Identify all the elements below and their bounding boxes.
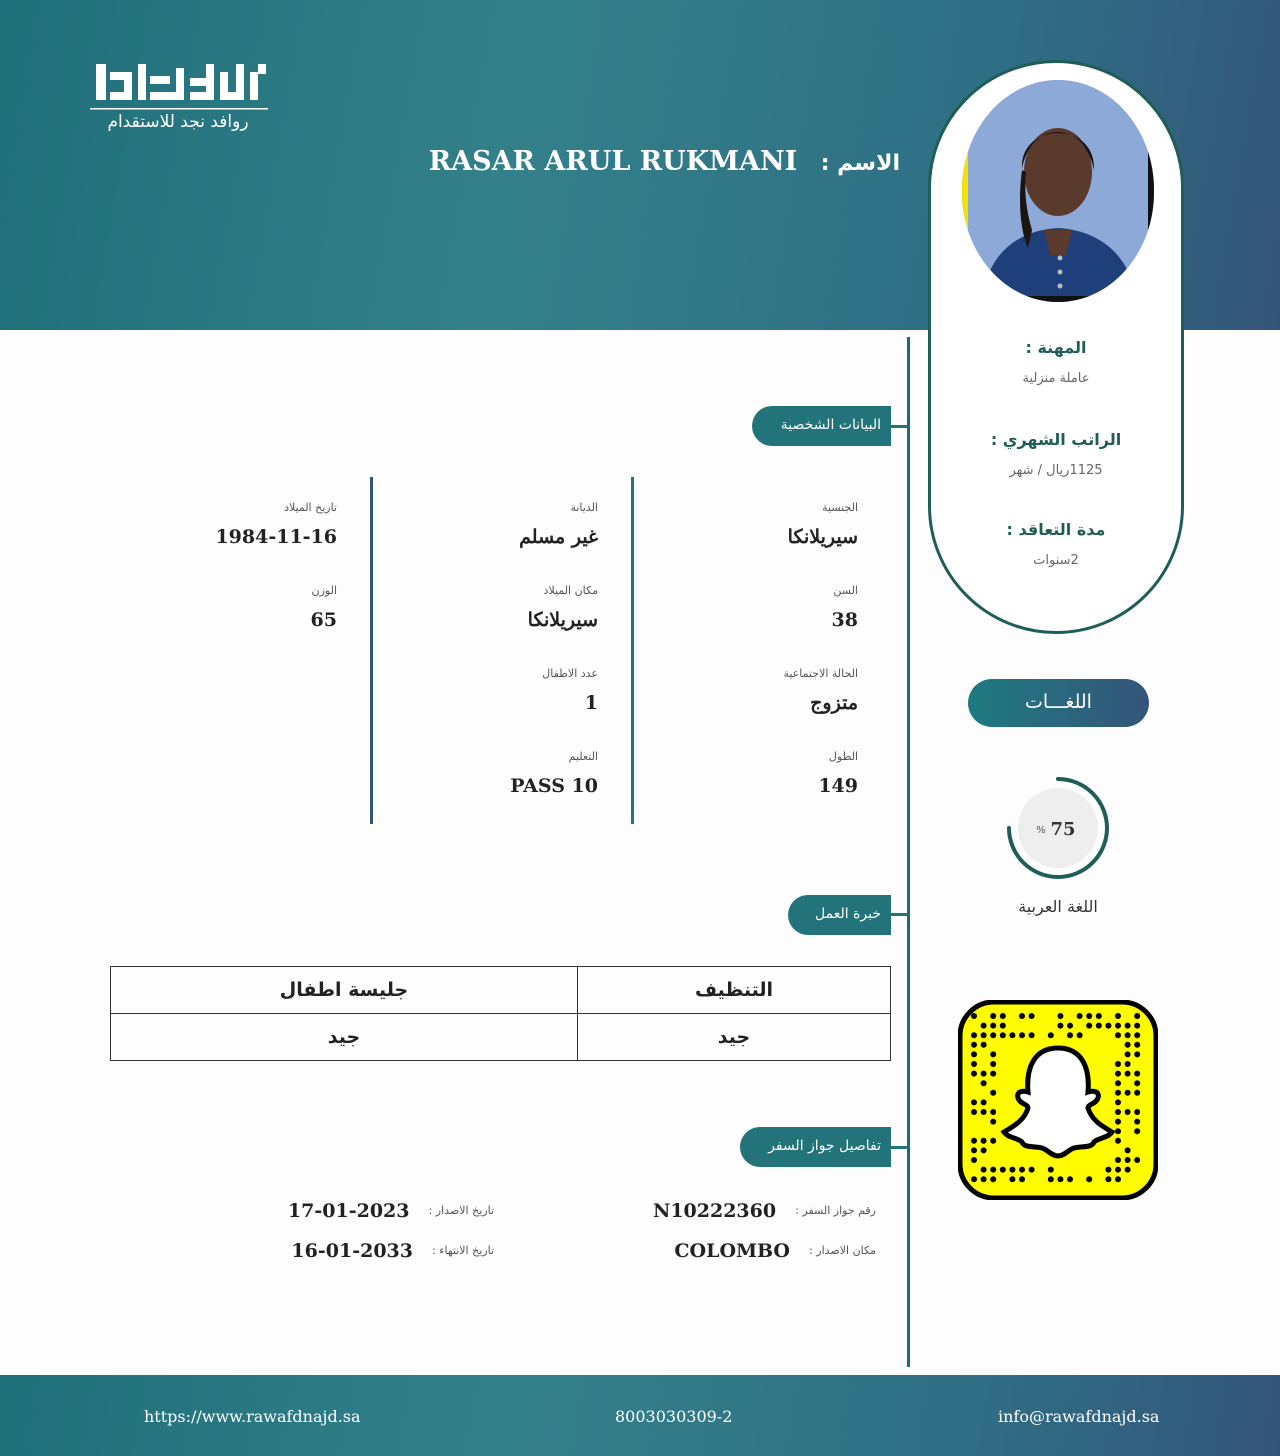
snapcode-dot <box>990 1071 996 1077</box>
education-value: PASS 10 <box>510 775 598 797</box>
birthdate-field <box>137 501 337 548</box>
snapcode-dot <box>1134 1023 1140 1029</box>
snapcode-dot <box>1115 1119 1121 1125</box>
candidate-photo <box>962 80 1154 302</box>
snapcode-dot <box>1125 1042 1131 1048</box>
snapcode-dot <box>981 1023 987 1029</box>
snapcode-dot <box>1019 1032 1025 1038</box>
snapcode-dot <box>1096 1013 1102 1019</box>
snapcode-dot <box>1125 1051 1131 1057</box>
candidate-name: RASAR ARUL RUKMANI <box>428 146 798 177</box>
snapcode-dot <box>1019 1013 1025 1019</box>
snapcode-dot <box>1048 1032 1054 1038</box>
snapcode-dot <box>1115 1138 1121 1144</box>
salary-label: الراتب الشهري : <box>990 430 1122 449</box>
snapcode-dot <box>1000 1013 1006 1019</box>
snapcode-dot <box>981 1080 987 1086</box>
contract-item <box>928 520 1184 568</box>
snapcode-dot <box>981 1176 987 1182</box>
snapcode-dot <box>1125 1071 1131 1077</box>
religion-label: الديانة <box>570 501 598 514</box>
snapcode-dot <box>990 1023 996 1029</box>
height-value: 149 <box>818 775 858 797</box>
snapcode-dot <box>1029 1032 1035 1038</box>
profession-label: المهنة : <box>1025 338 1087 357</box>
snapcode-dot <box>971 1042 977 1048</box>
snapcode-dot <box>1000 1032 1006 1038</box>
weight-value: 65 <box>310 609 337 631</box>
contract-label: مدة التعاقد : <box>1006 520 1106 539</box>
snapcode-dot <box>981 1071 987 1077</box>
nationality-field <box>658 501 858 548</box>
issue-date-value: 2023-01-17 <box>287 1200 410 1222</box>
children-field <box>398 667 598 714</box>
birthdate-label: تاريخ الميلاد <box>284 501 337 514</box>
snapcode-dot <box>981 1042 987 1048</box>
snapcode-dot <box>990 1138 996 1144</box>
snapcode-dot <box>990 1061 996 1067</box>
weight-field <box>137 584 337 631</box>
language-percent: 75 <box>1050 819 1076 840</box>
snapcode-dot <box>971 1109 977 1115</box>
snapcode-dot <box>981 1167 987 1173</box>
snapcode-dot <box>1115 1071 1121 1077</box>
snapcode-dot <box>971 1013 977 1019</box>
snapcode-dot <box>981 1109 987 1115</box>
salary-value: 1125ريال / شهر <box>1009 463 1103 478</box>
candidate-name-row <box>429 146 900 177</box>
email-link[interactable]: info@rawafdnajd.sa <box>998 1407 1160 1426</box>
weight-label: الوزن <box>311 584 337 597</box>
passport-number-label: رقم جواز السفر : <box>795 1204 876 1217</box>
snapcode-dot <box>971 1071 977 1077</box>
snapcode-dot <box>971 1138 977 1144</box>
snapcode-dot <box>1019 1167 1025 1173</box>
snapcode-dot <box>1067 1176 1073 1182</box>
snapcode-dot <box>1134 1042 1140 1048</box>
snapcode-dot <box>1115 1176 1121 1182</box>
snapcode-dot <box>1048 1167 1054 1173</box>
snapcode-dot <box>1115 1080 1121 1086</box>
marital-status-field <box>658 667 858 714</box>
footer-bar <box>0 1375 1280 1456</box>
issue-place-label: مكان الاصدار : <box>809 1244 876 1257</box>
section-personal-data: البيانات الشخصية <box>752 406 891 446</box>
snapcode-dot <box>971 1147 977 1153</box>
section-passport-details: تفاصيل جواز السفر <box>740 1127 891 1167</box>
snapcode-dot <box>1009 1032 1015 1038</box>
company-logo-caption: روافد نجد للاستقدام <box>107 112 249 132</box>
children-label: عدد الاطفال <box>542 667 598 680</box>
education-label: التعليم <box>568 750 598 763</box>
website-link[interactable]: https://www.rawafdnajd.sa <box>144 1407 361 1426</box>
timeline-divider <box>907 337 910 1367</box>
issue-date-label: تاريخ الاصدار : <box>428 1204 494 1217</box>
snapcode-dot <box>1115 1032 1121 1038</box>
snapcode-dot <box>1067 1023 1073 1029</box>
expiry-date-row <box>291 1240 494 1262</box>
snapcode-qr[interactable] <box>958 1000 1158 1200</box>
religion-field <box>398 501 598 548</box>
snapcode-dot <box>1125 1061 1131 1067</box>
snapcode-dot <box>1125 1147 1131 1153</box>
snapcode-dot <box>1115 1128 1121 1134</box>
column-divider <box>631 477 634 824</box>
table-header-cell: جليسة اطفال <box>111 967 578 1014</box>
issue-place-value: COLOMBO <box>674 1240 790 1262</box>
snapcode-dot <box>1009 1176 1015 1182</box>
nationality-label: الجنسية <box>822 501 858 514</box>
snapcode-dot <box>1086 1013 1092 1019</box>
snapcode-dot <box>1125 1032 1131 1038</box>
salary-item <box>928 430 1184 478</box>
snapcode-dot <box>1105 1176 1111 1182</box>
arabic-language-gauge <box>1005 775 1111 881</box>
snapcode-dot <box>1048 1176 1054 1182</box>
marital-status-value: متزوج <box>810 692 858 714</box>
snapcode-dot <box>1115 1090 1121 1096</box>
section-work-experience: خبرة العمل <box>788 895 891 935</box>
snapcode-dot <box>990 1109 996 1115</box>
snapcode-dot <box>1000 1167 1006 1173</box>
table-cell: جيد <box>578 1014 891 1061</box>
snapcode-dot <box>990 1032 996 1038</box>
language-name: اللغة العربية <box>1018 897 1098 916</box>
snapcode-dot <box>1086 1176 1092 1182</box>
snapcode-dot <box>1115 1013 1121 1019</box>
section-connector <box>891 425 908 428</box>
snapcode-dot <box>1134 1080 1140 1086</box>
age-value: 38 <box>831 609 858 631</box>
snapcode-dot <box>1115 1099 1121 1105</box>
snapcode-dot <box>1077 1013 1083 1019</box>
height-label: الطول <box>828 750 858 763</box>
snapcode-dot <box>1096 1023 1102 1029</box>
percent-sign: % <box>1036 825 1046 836</box>
snapcode-dot <box>1057 1013 1063 1019</box>
snapcode-dot <box>1134 1109 1140 1115</box>
issue-place-row <box>674 1240 876 1262</box>
snapcode-dot <box>1105 1167 1111 1173</box>
snapcode-dot <box>981 1147 987 1153</box>
snapcode-dot <box>1077 1032 1083 1038</box>
snapcode-dot <box>1057 1023 1063 1029</box>
snapcode-dot <box>971 1032 977 1038</box>
snapcode-dot <box>981 1099 987 1105</box>
nationality-value: سيريلانكا <box>787 526 858 548</box>
age-label: السن <box>833 584 858 597</box>
snapcode-dot <box>1009 1167 1015 1173</box>
snapcode-dot <box>1134 1119 1140 1125</box>
expiry-date-label: تاريخ الانتهاء : <box>432 1244 494 1257</box>
snapcode-dot <box>1115 1157 1121 1163</box>
height-field <box>658 750 858 797</box>
snapcode-dot <box>1115 1109 1121 1115</box>
snapcode-dot <box>981 1032 987 1038</box>
snapcode-dot <box>1125 1167 1131 1173</box>
birthplace-field <box>398 584 598 631</box>
snapcode-dot <box>1019 1176 1025 1182</box>
birthplace-label: مكان الميلاد <box>543 584 598 597</box>
languages-title: اللغـــات <box>968 679 1149 727</box>
profession-value: عاملة منزلية <box>1022 371 1090 386</box>
snapcode-dot <box>1134 1071 1140 1077</box>
snapcode-dot <box>1029 1013 1035 1019</box>
snapcode-dot <box>1000 1023 1006 1029</box>
snapcode-dot <box>971 1176 977 1182</box>
children-value: 1 <box>584 692 598 714</box>
snapcode-dot <box>990 1167 996 1173</box>
snapcode-dot <box>990 1051 996 1057</box>
snapcode-dot <box>1115 1023 1121 1029</box>
birthdate-value: 1984-11-16 <box>215 526 337 548</box>
snapcode-dot <box>1115 1061 1121 1067</box>
snapcode-dot <box>1125 1109 1131 1115</box>
snapcode-dot <box>971 1157 977 1163</box>
birthplace-value: سيريلانكا <box>527 609 598 631</box>
snapcode-dot <box>1134 1013 1140 1019</box>
snapcode-dot <box>1134 1128 1140 1134</box>
snapcode-dot <box>1125 1090 1131 1096</box>
marital-status-label: الحالة الاجتماعية <box>783 667 858 680</box>
snapcode-dot <box>1134 1090 1140 1096</box>
table-row <box>111 1014 891 1061</box>
snapcode-dot <box>990 1013 996 1019</box>
snapcode-dot <box>990 1119 996 1125</box>
expiry-date-value: 2033-01-16 <box>291 1240 413 1262</box>
snapcode-dot <box>1134 1032 1140 1038</box>
passport-number-value: N10222360 <box>652 1200 777 1222</box>
table-row <box>111 967 891 1014</box>
religion-value: غير مسلم <box>519 526 598 548</box>
education-field <box>398 750 598 797</box>
snapcode-dot <box>971 1099 977 1105</box>
snapcode-dot <box>990 1176 996 1182</box>
snapcode-dot <box>1029 1167 1035 1173</box>
snapcode-dot <box>1105 1023 1111 1029</box>
snapcode-dot <box>981 1138 987 1144</box>
name-label: الاسم : <box>820 151 900 176</box>
snapcode-dot <box>1134 1157 1140 1163</box>
contract-value: 2سنوات <box>1033 553 1079 568</box>
snapcode-dot <box>1115 1167 1121 1173</box>
issue-date-row <box>288 1200 494 1222</box>
table-cell: جيد <box>111 1014 578 1061</box>
section-connector <box>891 1146 908 1149</box>
snapcode-dot <box>971 1061 977 1067</box>
table-header-cell: التنظيف <box>578 967 891 1014</box>
snapcode-dot <box>990 1090 996 1096</box>
snapcode-dot <box>1125 1157 1131 1163</box>
experience-table <box>110 966 891 1061</box>
snapcode-dot <box>1086 1023 1092 1029</box>
phone-number[interactable]: 8003030309-2 <box>615 1407 733 1426</box>
snapcode-dot <box>971 1051 977 1057</box>
section-connector <box>891 913 908 916</box>
snapcode-dot <box>1134 1051 1140 1057</box>
snapcode-dot <box>1067 1032 1073 1038</box>
age-field <box>658 584 858 631</box>
passport-number-row <box>653 1200 876 1222</box>
profession-item <box>928 338 1184 386</box>
column-divider <box>370 477 373 824</box>
snapcode-dot <box>1057 1176 1063 1182</box>
snapcode-dot <box>1125 1023 1131 1029</box>
